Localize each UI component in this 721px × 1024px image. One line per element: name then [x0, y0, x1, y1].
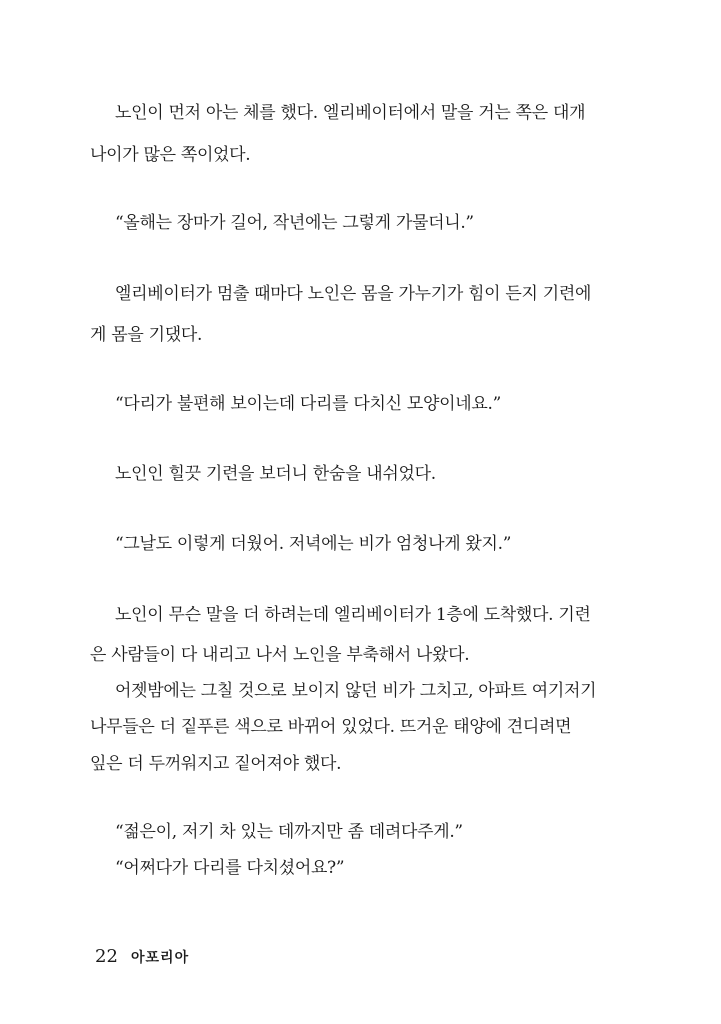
- book-title: 아포리아: [131, 950, 190, 966]
- text-line: 엘리베이터가 멈출 때마다 노인은 몸을 가누기가 힘이 든지 기련에: [115, 284, 592, 304]
- text-line: “어쩌다가 다리를 다치셨어요?”: [115, 858, 345, 878]
- text-line: “올해는 장마가 길어, 작년에는 그렇게 가물더니.”: [115, 213, 474, 233]
- text-line: 노인이 무슨 말을 더 하려는데 엘리베이터가 1층에 도착했다. 기련: [115, 605, 591, 625]
- text-line: 나무들은 더 짙푸른 색으로 바뀌어 있었다. 뜨거운 태양에 견디려면: [90, 717, 572, 737]
- page-footer: [95, 945, 189, 970]
- text-line: 어젯밤에는 그칠 것으로 보이지 않던 비가 그치고, 아파트 여기저기: [115, 681, 597, 701]
- text-line: “그날도 이렇게 더웠어. 저녁에는 비가 엄청나게 왔지.”: [115, 534, 512, 554]
- text-line: 게 몸을 기댔다.: [90, 325, 203, 345]
- text-line: 잎은 더 두꺼워지고 짙어져야 했다.: [90, 754, 342, 774]
- text-line: 은 사람들이 다 내리고 나서 노인을 부축해서 나왔다.: [90, 645, 470, 665]
- page-number: 22: [95, 946, 118, 967]
- text-line: “다리가 불편해 보이는데 다리를 다치신 모양이네요.”: [115, 394, 501, 414]
- text-line: 나이가 많은 쪽이었다.: [90, 145, 251, 165]
- text-line: 노인인 힐끗 기련을 보더니 한숨을 내쉬었다.: [115, 464, 436, 484]
- text-line: 노인이 먼저 아는 체를 했다. 엘리베이터에서 말을 거는 쪽은 대개: [115, 103, 586, 123]
- text-line: “젊은이, 저기 차 있는 데까지만 좀 데려다주게.”: [115, 822, 463, 842]
